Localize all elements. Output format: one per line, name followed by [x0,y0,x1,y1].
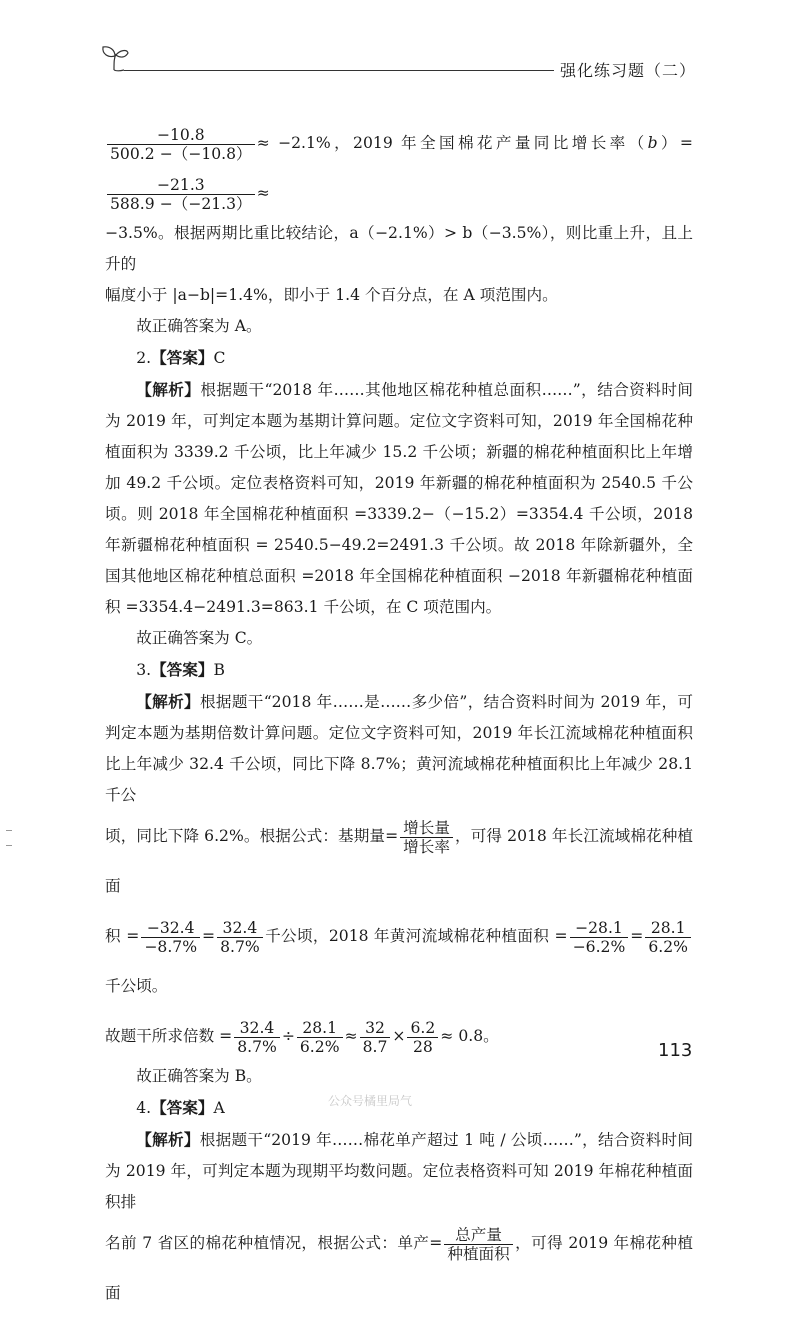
paragraph-line: 幅度小于 |a−b|=1.4%，即小于 1.4 个百分点，在 A 项范围内。 [105,286,558,304]
fraction: $\frac{6.2}{28}$ [407,1019,438,1056]
formula-line: 故题干所求倍数 = $\frac{32.4}{8.7\%}$ ÷ $\frac{28.1}{6.2\%}$ ≈ $\frac{32}{8.7}$ × $\frac{6.2}{28}$ ≈ 0.8。 [105,1018,499,1056]
page-body [105,118,693,1318]
margin-mark [6,830,12,831]
section-title: 强化练习题（二） [554,58,696,81]
conclusion: 故正确答案为 C。 [136,629,263,647]
margin-mark [6,845,12,846]
answer-line: 4.【答案】A [136,1098,225,1117]
answer-line: 2.【答案】C [136,348,226,367]
fraction: $\frac{32.4}{8.7\%}$ [217,919,263,956]
fraction: $\frac{28.1}{6.2\%}$ [645,919,691,956]
fraction: $\frac{-21.3}{588.9 -(-21.3)}$ [107,176,255,213]
fraction: $\frac{\text{增长量}}{\text{增长率}}$ [400,819,453,856]
formula-line: 名前 7 省区的棉花种植情况，根据公式：单产= $\frac{\text{总产量}}{\text{种植面积}}$ ，可得 2019 年棉花种植面 [105,1225,693,1302]
answer-line: 3.【答案】B [136,660,225,679]
fraction: $\frac{32}{8.7}$ [360,1019,391,1056]
paragraph-line: −3.5%。根据两期比重比较结论，a（−2.1%）> b（−3.5%），则比重上升，且上升的 [105,224,693,273]
conclusion: 故正确答案为 A。 [136,317,262,335]
page-number: 113 [658,1040,693,1061]
fraction: $\frac{28.1}{6.2\%}$ [297,1019,343,1056]
formula-line: 积 = $\frac{-32.4}{-8.7\%}$ = $\frac{32.4}{8.7\%}$ 千公顷，2018 年黄河流域棉花种植面积 = $\frac{-28.1}{-6.2\%}$ = $\frac{28.1}{6.2\%}$ 千公顷。 [105,911,693,1011]
fraction: $\frac{32.4}{8.7\%}$ [234,1019,280,1056]
page-header [0,0,800,90]
formula-line: $\frac{-10.8}{500.2 -(-10.8)}$ ≈ −2.1%，2019 年全国棉花产量同比增长率（b）= $\frac{-21.3}{588.9 -(-21.3)}$ ≈ [105,118,693,218]
watermark: 公众号橘里局气 [328,1094,413,1108]
fraction: $\frac{-10.8}{500.2 -(-10.8)}$ [107,126,255,163]
conclusion: 故正确答案为 B。 [136,1067,262,1085]
analysis-paragraph: 【解析】根据题干“2018 年……是……多少倍”，结合资料时间为 2019 年，可判定本题为基期倍数计算问题。定位文字资料可知，2019 年长江流域棉花种植面积比上年减少 32.4 千公顷，同比下降 8.7%；黄河流域棉花种植面积比上年减少 28.1 千公 [105,692,693,804]
analysis-paragraph: 【解析】根据题干“2018 年……其他地区棉花种植总面积……”，结合资料时间为 2019 年，可判定本题为基期计算问题。定位文字资料可知，2019 年全国棉花种植面积为 3339.2 千公顷，比上年减少 15.2 千公顷；新疆的棉花种植面积比上年增加 49.2 千公顷。定位表格资料可知，2019 年新疆的棉花种植面积为 2540.5 千公顷。则 2018 年全国棉花种植面积 =3339.2−（−15.2）=3354.4 千公顷，2018 年新疆棉花种植面积 = 2540.5−49.2=2491.3 千公顷。故 2018 年除新疆外，全国其他地区棉花种植总面积 =2018 年全国棉花种植面积 −2018 年新疆棉花种植面积 =3354.4−2491.3=863.1 千公顷，在 C 项范围内。 [105,380,693,616]
fraction: $\frac{\text{总产量}}{\text{种植面积}}$ [444,1226,512,1263]
fraction: $\frac{-32.4}{-8.7\%}$ [141,919,200,956]
formula-line: 顷，同比下降 6.2%。根据公式：基期量= $\frac{\text{增长量}}{\text{增长率}}$ ，可得 2018 年长江流域棉花种植面 [105,818,693,895]
analysis-paragraph: 【解析】根据题干“2019 年……棉花单产超过 1 吨 / 公顷……”，结合资料时间为 2019 年，可判定本题为现期平均数问题。定位表格资料可知 2019 年棉花种植面积排 [105,1130,693,1211]
fraction: $\frac{-28.1}{-6.2\%}$ [570,919,629,956]
sprout-icon [100,44,130,72]
